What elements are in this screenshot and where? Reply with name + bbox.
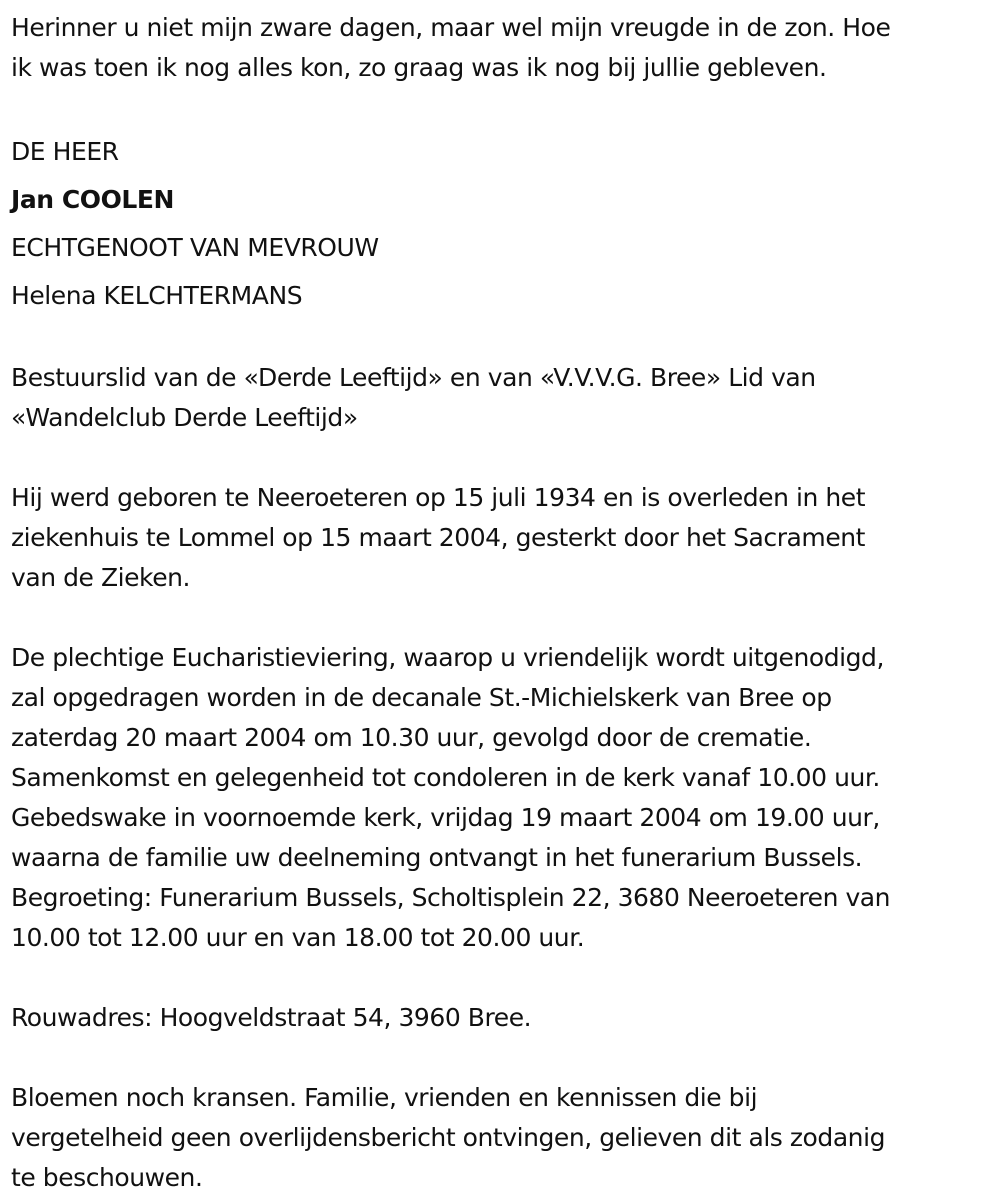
ceremony-line: 10.00 tot 12.00 uur en van 18.00 tot 20.00 uur. [11,923,585,952]
ceremony-paragraph [11,638,1000,958]
quote-line: Herinner u niet mijn zware dagen, maar wel mijn vreugde in de zon. Hoe [11,13,891,42]
ceremony-line: Begroeting: Funerarium Bussels, Scholtisplein 22, 3680 Neeroeteren van [11,883,891,912]
closing-line: vergetelheid geen overlijdensbericht ontvingen, gelieven dit als zodanig [11,1123,885,1152]
spouse-name: Helena KELCHTERMANS [11,281,303,310]
birth-death-line: Hij werd geboren te Neeroeteren op 15 juli 1934 en is overleden in het [11,483,866,512]
deceased-relation: ECHTGENOOT VAN MEVROUW [11,233,379,262]
birth-death-paragraph [11,478,1000,598]
ceremony-line: Samenkomst en gelegenheid tot condoleren in de kerk vanaf 10.00 uur. [11,763,880,792]
closing-line: Bloemen noch kransen. Familie, vrienden en kennissen die bij [11,1083,758,1112]
ceremony-line: Gebedswake in voornoemde kerk, vrijdag 19 maart 2004 om 19.00 uur, [11,803,880,832]
ceremony-line: De plechtige Eucharistieviering, waarop u vriendelijk wordt uitgenodigd, [11,643,884,672]
ceremony-line: waarna de familie uw deelneming ontvangt in het funerarium Bussels. [11,843,863,872]
memberships-line: «Wandelclub Derde Leeftijd» [11,403,358,432]
deceased-block [11,128,1000,320]
quote-paragraph [11,8,1000,88]
memberships-line: Bestuurslid van de «Derde Leeftijd» en van «V.V.V.G. Bree» Lid van [11,363,816,392]
address-paragraph [11,998,1000,1038]
quote-line: ik was toen ik nog alles kon, zo graag was ik nog bij jullie gebleven. [11,53,827,82]
mourning-address: Rouwadres: Hoogveldstraat 54, 3960 Bree. [11,1003,532,1032]
closing-paragraph [11,1078,1000,1198]
ceremony-line: zal opgedragen worden in de decanale St.-Michielskerk van Bree op [11,683,832,712]
ceremony-line: zaterdag 20 maart 2004 om 10.30 uur, gevolgd door de crematie. [11,723,812,752]
deceased-title: DE HEER [11,137,119,166]
memberships-paragraph [11,358,1000,438]
deceased-name: Jan COOLEN [11,185,174,214]
closing-line: te beschouwen. [11,1163,203,1192]
birth-death-line: van de Zieken. [11,563,191,592]
birth-death-line: ziekenhuis te Lommel op 15 maart 2004, gesterkt door het Sacrament [11,523,866,552]
